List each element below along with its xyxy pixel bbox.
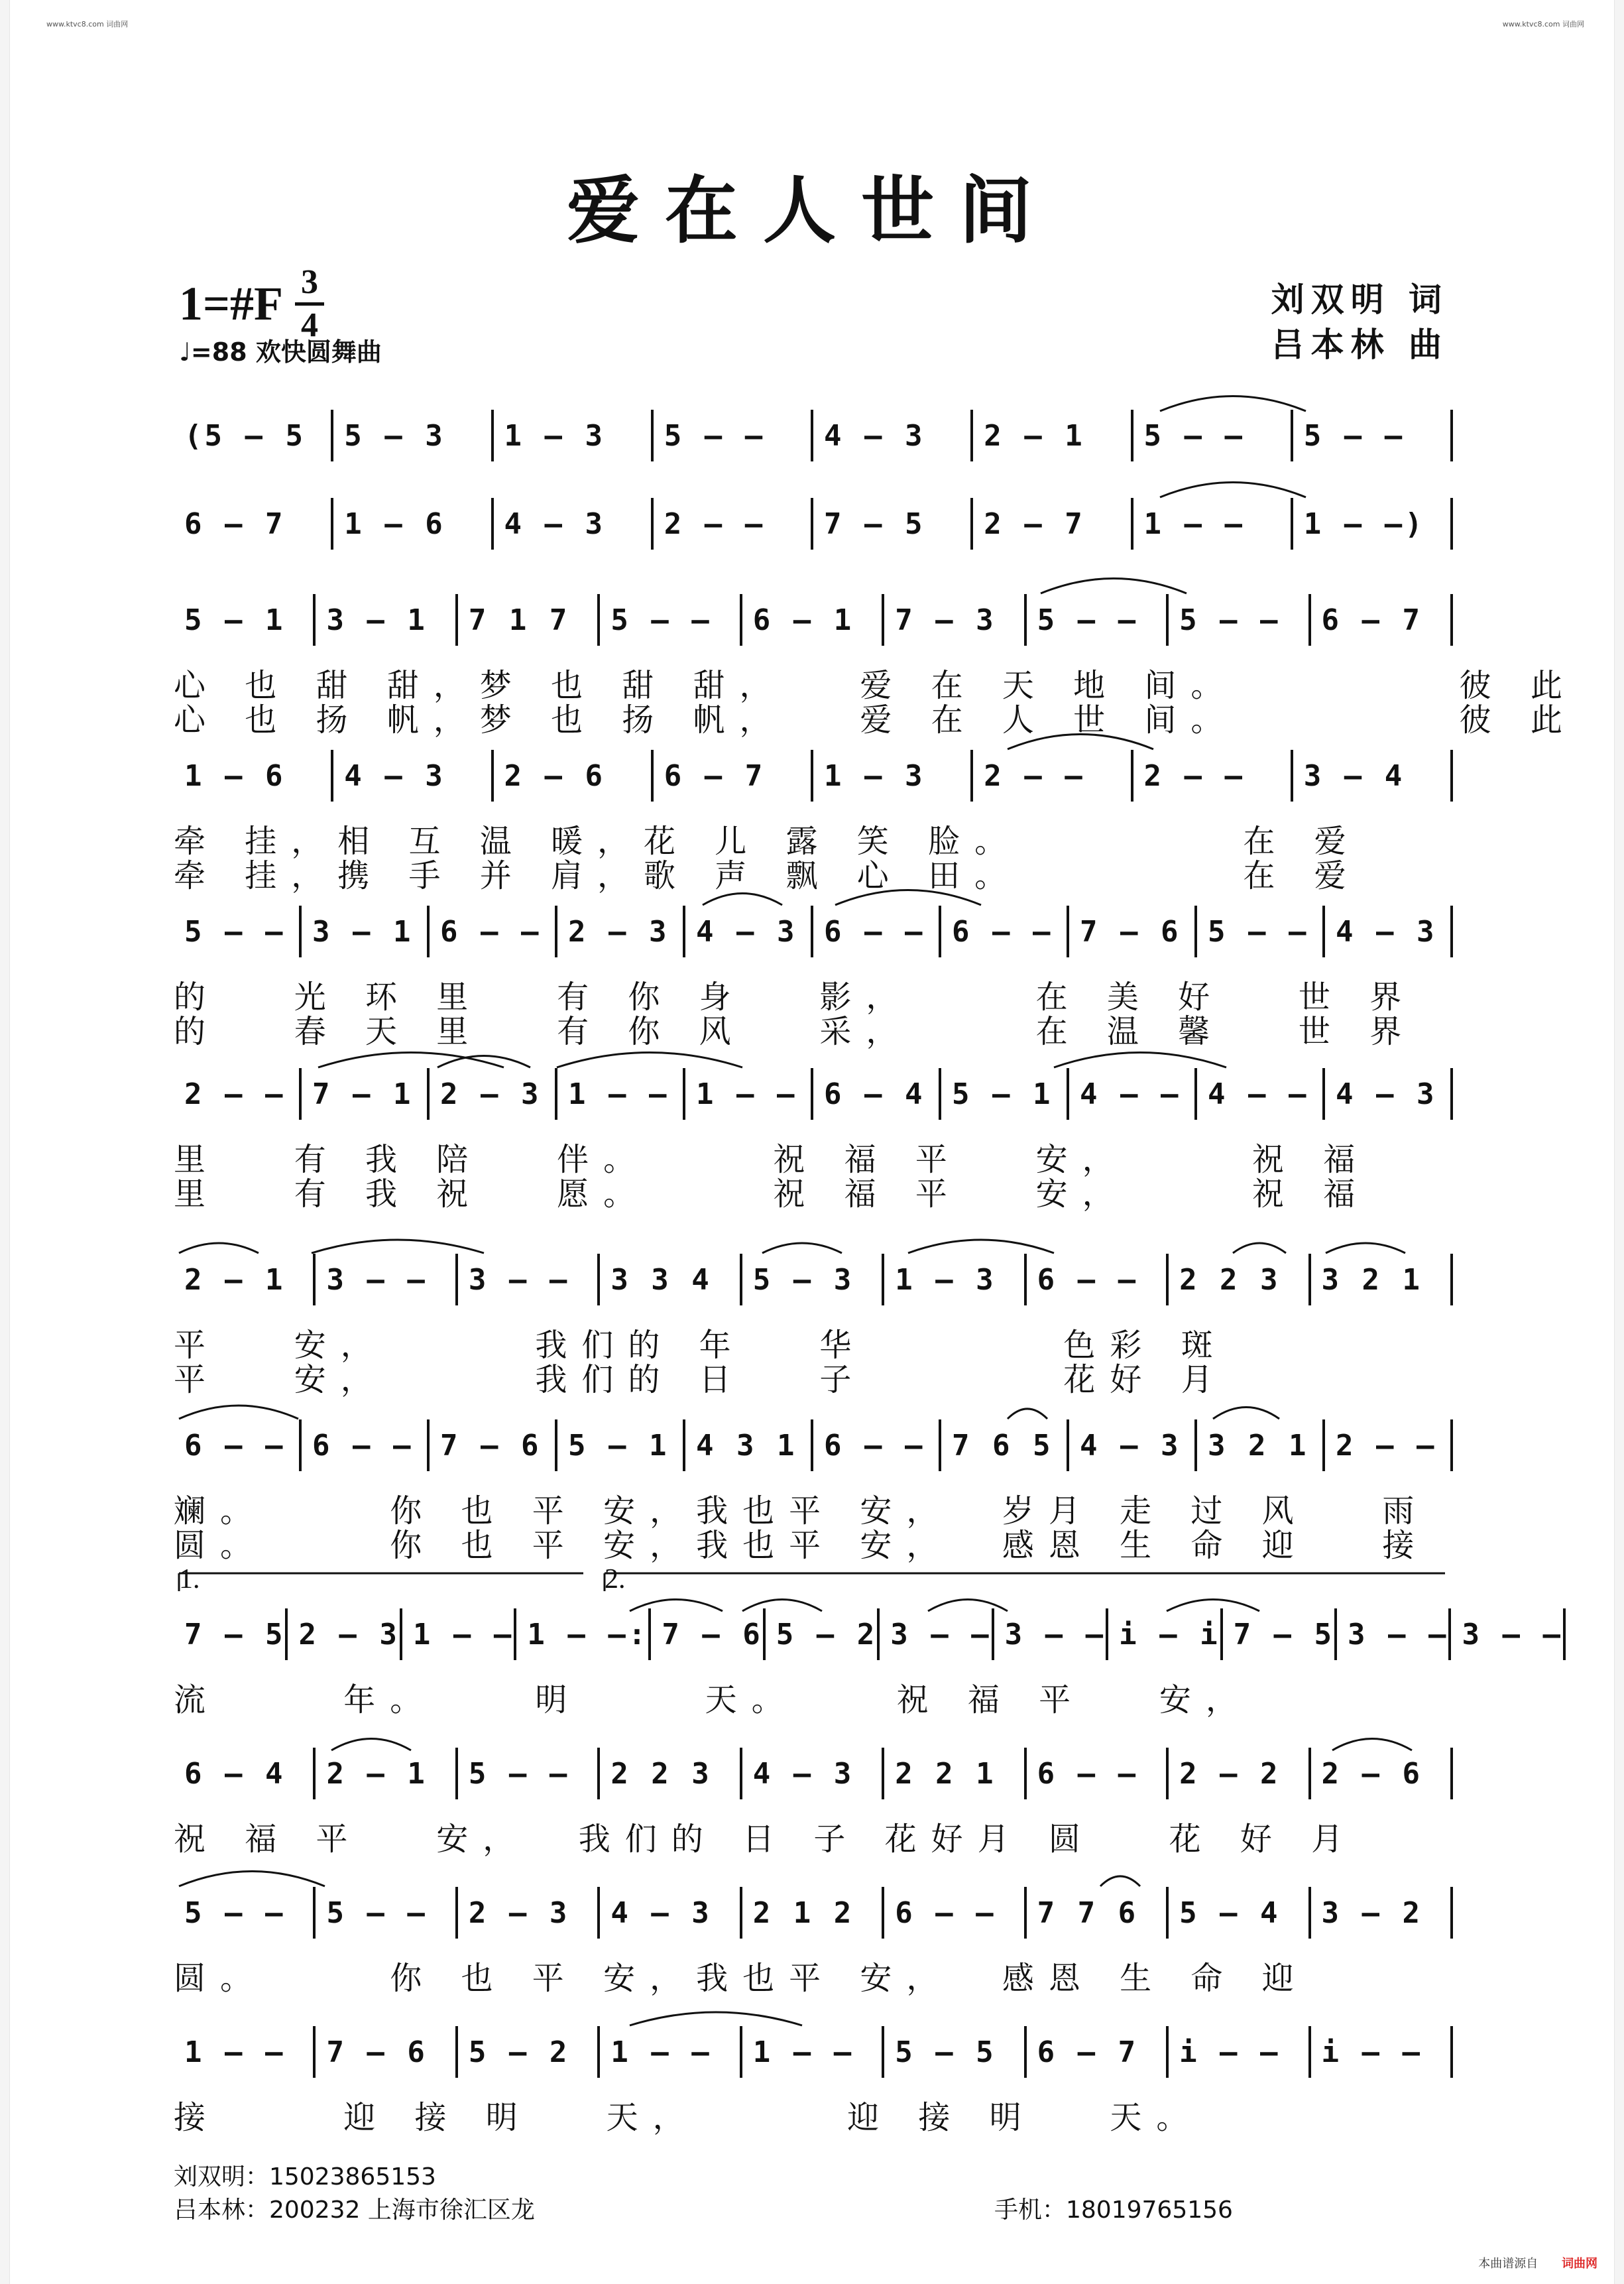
measure: 2 – 3 [298, 1617, 400, 1652]
footer-phone: 手机：18019765156 [994, 2196, 1233, 2224]
measure: 5 – – [468, 1756, 570, 1791]
measure: 3 – – [1348, 1617, 1449, 1652]
slur-arc [331, 1739, 411, 1751]
lyric-line: 流 年。 明 天。 祝 福 平 安， [174, 1681, 1252, 1718]
measure: 3 2 1 [1321, 1262, 1422, 1297]
measure: 5 – – [326, 1895, 428, 1930]
measure: 2 – 3 [440, 1077, 542, 1111]
measure: 3 – – [890, 1617, 992, 1652]
slur-arc [1213, 1408, 1279, 1419]
measure: 6 – – [824, 914, 925, 949]
slur-arc [1167, 1600, 1259, 1612]
measure: 4 – 3 [752, 1756, 854, 1791]
measure: 1 – 3 [824, 758, 925, 793]
measure: 5 – 2 [468, 2035, 570, 2069]
measure: 7 1 7 [468, 603, 570, 637]
measure: 3 3 4 [610, 1262, 712, 1297]
slur-arc [1332, 1739, 1412, 1751]
measure: 4 – 3 [1336, 914, 1437, 949]
measure: 3 – 2 [1321, 1895, 1422, 1930]
lyric-line: 牵 挂，相 互 温 暖，花 儿 露 笑 脸。 在 爱 [174, 823, 1361, 860]
measure: 6 – – [895, 1895, 996, 1930]
measure: 2 2 1 [895, 1756, 996, 1791]
measure: 2 – – [664, 507, 766, 541]
measure: 2 – 3 [568, 914, 669, 949]
measure: 1 – 6 [344, 507, 445, 541]
lyric-line: 平 安， 我们的 日 子 花好 月 [174, 1361, 1228, 1398]
brand-source-label: 本曲谱源自 [1478, 2257, 1538, 2271]
slur-arc [1008, 1409, 1047, 1419]
slur-arc [318, 1053, 504, 1068]
measure: 6 – 7 [1321, 603, 1422, 637]
measure: 7 7 6 [1037, 1895, 1139, 1930]
measure: i – i [1119, 1617, 1220, 1652]
slur-arc [1054, 1053, 1226, 1068]
measure: 6 – 1 [752, 603, 854, 637]
measure: 6 – 7 [664, 758, 766, 793]
measure: 1 – – [184, 2035, 286, 2069]
slur-arc [908, 1240, 1054, 1253]
measure: 7 6 5 [952, 1428, 1053, 1463]
slur-arc [630, 2012, 802, 2025]
measure: 2 – 7 [984, 507, 1085, 541]
measure: 6 – – [440, 914, 542, 949]
lyric-line: 接 迎 接 明 天， 迎 接 明 天。 [174, 2099, 1203, 2136]
measure: 5 – – [1037, 603, 1139, 637]
measure: 3 – – [1462, 1617, 1563, 1652]
measure: 2 – – [1336, 1428, 1437, 1463]
measure: 7 – 5 [184, 1617, 286, 1652]
measure: 2 1 2 [752, 1895, 854, 1930]
slur-arc [630, 1600, 723, 1612]
measure: 4 3 1 [696, 1428, 797, 1463]
measure: 6 – 7 [1037, 2035, 1139, 2069]
measure: 2 – – [1143, 758, 1245, 793]
brand-logo-text: 词曲网 [1562, 2257, 1597, 2271]
measure: 5 – 5 [895, 2035, 996, 2069]
measure: 6 – – [312, 1428, 414, 1463]
measure: 3 – – [1004, 1617, 1106, 1652]
measure: 2 – – [184, 1077, 286, 1111]
lyric-line: 祝 福 平 安， 我们的 日 子 花好月 圆 花 好 月 [174, 1821, 1358, 1858]
measure: 4 – 3 [1336, 1077, 1437, 1111]
measure: i – – [1179, 2035, 1281, 2069]
measure: 5 – – [1143, 418, 1245, 453]
volta-first: 1. [179, 1564, 200, 1594]
measure: 6 – 7 [184, 507, 286, 541]
slur-arc [1100, 1876, 1140, 1886]
lyric-line: 里 有 我 陪 伴。 祝 福 平 安， 祝 福 [174, 1141, 1370, 1178]
lyric-line: 平 安， 我们的 年 华 色彩 斑 [174, 1327, 1228, 1364]
measure: 7 – 1 [312, 1077, 414, 1111]
measure: 4 – 3 [610, 1895, 712, 1930]
footer-lyricist-contact: 刘双明：15023865153 [174, 2163, 436, 2191]
slur-arc [179, 1243, 259, 1253]
measure: 5 – 3 [752, 1262, 854, 1297]
lyric-line: 斓。 你 也 平 安，我也平 安， 岁月 走 过 风 雨 [174, 1492, 1429, 1530]
measure: (5 – 5 [184, 418, 306, 453]
lyric-line: 圆。 你 也 平 安，我也平 安， 感恩 生 命 迎 接 [174, 1527, 1429, 1564]
measure: 2 – 1 [326, 1756, 428, 1791]
slur-arc [762, 1243, 842, 1253]
slur-arc [1160, 483, 1306, 498]
time-numerator: 3 [301, 263, 319, 301]
slur-arc [557, 1053, 742, 1068]
lyric-line: 圆。 你 也 平 安，我也平 安， 感恩 生 命 迎 [174, 1960, 1308, 1997]
measure: 1 – – [412, 1617, 514, 1652]
time-denominator: 4 [301, 306, 319, 344]
measure: 7 – 6 [326, 2035, 428, 2069]
measure: 2 – 2 [1179, 1756, 1281, 1791]
volta-second: 2. [605, 1564, 626, 1594]
measure: 1 – –) [1303, 507, 1425, 541]
measure: 5 – 4 [1179, 1895, 1281, 1930]
measure: 5 – 1 [568, 1428, 669, 1463]
measure: 5 – 1 [952, 1077, 1053, 1111]
measure: 1 – 3 [504, 418, 605, 453]
measure: 4 – 3 [344, 758, 445, 793]
slur-arc [312, 1240, 484, 1253]
measure: 2 2 3 [610, 1756, 712, 1791]
measure: 1 – – [568, 1077, 669, 1111]
measure: 4 – 3 [696, 914, 797, 949]
measure: 2 2 3 [1179, 1262, 1281, 1297]
measure: 7 – 5 [1233, 1617, 1335, 1652]
measure: 1 – –: [527, 1617, 649, 1652]
slur-arc [928, 1600, 1008, 1612]
measure: 4 – – [1208, 1077, 1309, 1111]
measure: 7 – 6 [662, 1617, 763, 1652]
measure: 2 – 1 [184, 1262, 286, 1297]
tempo-marking: ♩=88 欢快圆舞曲 [179, 337, 382, 367]
slur-arc [1008, 735, 1153, 750]
measure: 3 – – [468, 1262, 570, 1297]
page-title: 爱在人世间 [567, 168, 1057, 253]
measure: 4 – 3 [504, 507, 605, 541]
measure: 5 – 3 [344, 418, 445, 453]
measure: 2 – 6 [1321, 1756, 1422, 1791]
lyric-line: 心 也 扬 帆，梦 也 扬 帆， 爱 在 人 世 间。 彼 此 [174, 701, 1577, 739]
slur-arc [1326, 1243, 1405, 1253]
measure: 7 – 6 [1080, 914, 1181, 949]
measure: 5 – – [610, 603, 712, 637]
slur-arc [742, 1600, 822, 1612]
measure: 3 – 4 [1303, 758, 1405, 793]
measure: 3 2 1 [1208, 1428, 1309, 1463]
measure: i – – [1321, 2035, 1422, 2069]
measure: 6 – – [952, 914, 1053, 949]
measure: 5 – – [184, 1895, 286, 1930]
measure: 5 – – [1303, 418, 1405, 453]
slur-arc [179, 1406, 298, 1419]
site-label-left: www.ktvc8.com 词曲网 [46, 20, 129, 29]
measure: 7 – 6 [440, 1428, 542, 1463]
measure: 4 – 3 [824, 418, 925, 453]
slur-arc [1160, 396, 1306, 412]
measure: 3 – 1 [326, 603, 428, 637]
measure: 1 – 3 [895, 1262, 996, 1297]
lyric-line: 的 光 环 里 有 你 身 影， 在 美 好 世 界 [174, 979, 1417, 1016]
slur-arc [179, 1872, 325, 1887]
measure: 6 – – [1037, 1262, 1139, 1297]
lyricist-credit: 刘双明 词 [1271, 280, 1448, 319]
measure: 6 – – [824, 1428, 925, 1463]
measure: 5 – 1 [184, 603, 286, 637]
measure: 2 – 1 [984, 418, 1085, 453]
measure: 1 – – [610, 2035, 712, 2069]
composer-credit: 吕本林 曲 [1271, 326, 1448, 364]
measure: 5 – – [1179, 603, 1281, 637]
slur-arc [1041, 579, 1187, 594]
measure: 5 – 2 [776, 1617, 878, 1652]
slur-arc [1233, 1243, 1286, 1253]
measure: 2 – 3 [468, 1895, 570, 1930]
lyric-line: 牵 挂，携 手 并 肩，歌 声 飘 心 田。 在 爱 [174, 857, 1361, 894]
measure: 6 – – [1037, 1756, 1139, 1791]
measure: 1 – – [696, 1077, 797, 1111]
measure: 4 – 3 [1080, 1428, 1181, 1463]
measure: 3 – – [326, 1262, 428, 1297]
measure: 6 – – [184, 1428, 286, 1463]
slur-arc [703, 894, 782, 906]
measure: 1 – – [752, 2035, 854, 2069]
measure: 1 – – [1143, 507, 1245, 541]
slur-arc [835, 890, 981, 906]
lyric-line: 心 也 甜 甜，梦 也 甜 甜， 爱 在 天 地 间。 彼 此 [174, 667, 1577, 704]
measure: 4 – – [1080, 1077, 1181, 1111]
measure: 5 – – [664, 418, 766, 453]
measure: 5 – – [184, 914, 286, 949]
measure: 7 – 3 [895, 603, 996, 637]
measure: 1 – 6 [184, 758, 286, 793]
footer-composer-contact: 吕本林：200232 上海市徐汇区龙 [174, 2196, 535, 2224]
measure: 2 – – [984, 758, 1085, 793]
measure: 5 – – [1208, 914, 1309, 949]
measure: 2 – 6 [504, 758, 605, 793]
lyric-line: 里 有 我 祝 愿。 祝 福 平 安， 祝 福 [174, 1175, 1370, 1213]
key-label: 1=#F [179, 277, 284, 330]
measure: 6 – 4 [824, 1077, 925, 1111]
measure: 3 – 1 [312, 914, 414, 949]
lyric-line: 的 春 天 里 有 你 风 采， 在 温 馨 世 界 [174, 1013, 1417, 1050]
measure: 6 – 4 [184, 1756, 286, 1791]
measure: 7 – 5 [824, 507, 925, 541]
site-label-right: www.ktvc8.com 词曲网 [1502, 20, 1584, 29]
